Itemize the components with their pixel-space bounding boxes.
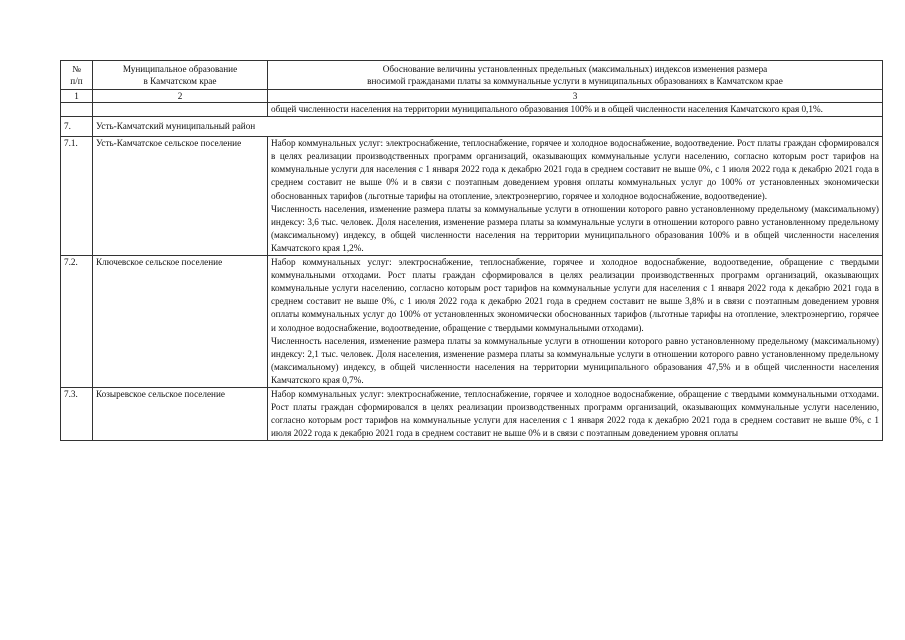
- table-row: [61, 256, 883, 388]
- column-number: 3: [268, 90, 883, 103]
- municipality-name: Усть-Камчатское сельское поселение: [93, 137, 268, 256]
- municipality-name: Козыревское сельское поселение: [93, 387, 268, 440]
- tariff-index-table: [60, 60, 883, 441]
- table-cell-empty: [93, 103, 268, 117]
- row-number: 7.3.: [61, 387, 93, 440]
- services-paragraph: Набор коммунальных услуг: электроснабжение, теплоснабжение, горячее и холодное водоснабжение, водоотведение. Рост платы граждан сформировался в целях реализации производственных программ организаций, оказывающих коммунальные услуги населению, согласно которым рост тарифов на коммунальные услуги для населения с 1 января 2022 года к декабрю 2021 года в среднем составит не выше 0%, с 1 июля 2022 года к декабрю 2021 года в среднем составит не выше 0% и в связи с поэтапным доведением уровня оплаты коммунальных услуг до 100% от установленных экономически обоснованных тарифов (льготные тарифы на отопление, электроэнергию, горячее и холодное водоснабжение, водоотведение).: [271, 138, 879, 201]
- header-municipality: Муниципальное образование в Камчатском крае: [93, 61, 268, 90]
- table-row: [61, 137, 883, 256]
- justification-cell: [268, 387, 883, 440]
- table-row: [61, 387, 883, 440]
- continuation-text: общей численности населения на территории муниципального образования 100% и в общей численности населения Камчатского края 0,1%.: [268, 103, 883, 117]
- district-name: Усть-Камчатский муниципальный район: [93, 117, 883, 137]
- district-row: [61, 117, 883, 137]
- column-number-row: [61, 90, 883, 103]
- header-number: № п/п: [61, 61, 93, 90]
- services-paragraph: Набор коммунальных услуг: электроснабжение, теплоснабжение, горячее и холодное водоснабжение, обращение с твердыми коммунальными отходами. Рост платы граждан сформировался в целях реализации производственных программ организаций, оказывающих коммунальные услуги населению, согласно которым рост тарифов на коммунальные услуги для населения с 1 января 2022 года к декабрю 2021 года в среднем составит не выше 0%, с 1 июля 2022 года к декабрю 2021 года в среднем составит не выше 0% и в связи с поэтапным доведением уровня оплаты: [271, 388, 879, 439]
- row-number: 7.1.: [61, 137, 93, 256]
- justification-cell: [268, 137, 883, 256]
- column-number: 2: [93, 90, 268, 103]
- table-cell-empty: [61, 103, 93, 117]
- services-paragraph: Набор коммунальных услуг: электроснабжение, теплоснабжение, горячее и холодное водоснабжение, водоотведение, обращение с твердыми коммунальными отходами. Рост платы граждан сформировался в целях реализации производственных программ организаций, оказывающих коммунальные услуги населению, согласно которым рост тарифов на коммунальные услуги для населения с 1 января 2022 года к декабрю 2021 года в среднем составит не выше 0%, с 1 июля 2022 года к декабрю 2021 года в среднем составит не выше 3,8% и в связи с поэтапным доведением уровня оплаты коммунальных услуг до 100% от установленных экономически обоснованных тарифов (льготные тарифы на отопление, электроэнергию, горячее и холодное водоснабжение, водоотведение, обращение с твердыми коммунальными отходами).: [271, 257, 879, 333]
- row-number: 7.2.: [61, 256, 93, 388]
- justification-cell: [268, 256, 883, 388]
- municipality-name: Ключевское сельское поселение: [93, 256, 268, 388]
- table-header-row: [61, 61, 883, 90]
- population-paragraph: Численность населения, изменение размера платы за коммунальные услуги в отношении которого равно установленному предельному (максимальному) индексу: 3,6 тыс. человек. Доля населения, изменение размера платы за коммунальные услуги в отношении которого равно установленному предельному (максимальному) индексу, в общей численности населения на территории муниципального образования 100% и в общей численности населения Камчатского края 1,2%.: [271, 203, 879, 253]
- header-justification: Обоснование величины установленных предельных (максимальных) индексов изменения размера вносимой гражданами платы за коммунальные услуги в муниципальных образованиях в Камчатском крае: [268, 61, 883, 90]
- district-number: 7.: [61, 117, 93, 137]
- population-paragraph: Численность населения, изменение размера платы за коммунальные услуги в отношении которого равно установленному предельному (максимальному) индексу: 2,1 тыс. человек. Доля населения, изменение размера платы за коммунальные услуги в отношении которого равно установленному предельному (максимальному) индексу, в общей численности населения на территории муниципального образования 47,5% и в общей численности населения Камчатского края 0,7%.: [271, 335, 879, 385]
- column-number: 1: [61, 90, 93, 103]
- continuation-row: [61, 103, 883, 117]
